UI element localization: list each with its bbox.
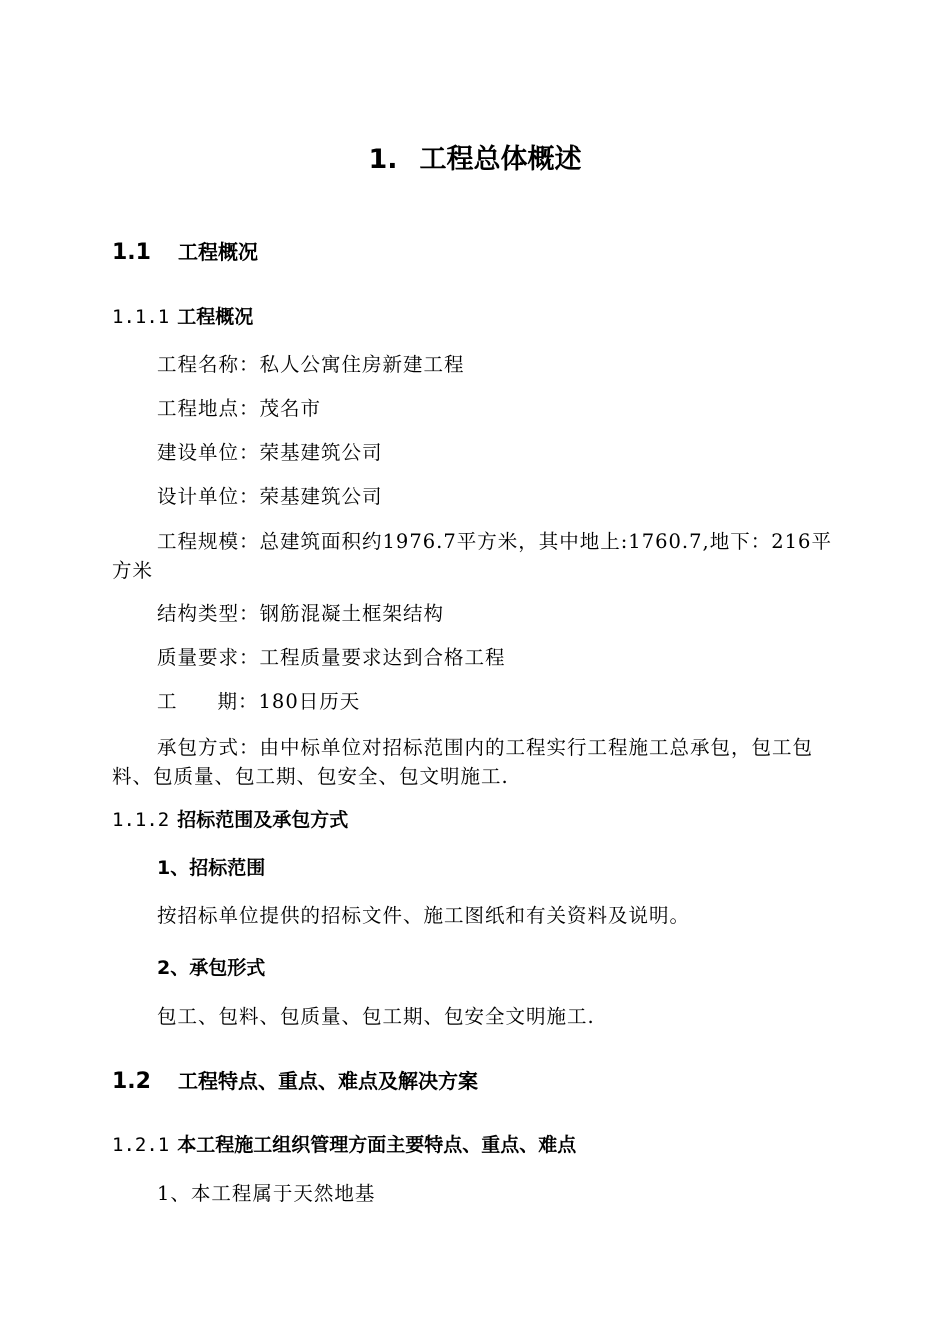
chapter-number: 1. xyxy=(368,144,398,175)
subsection-number: 1.1.1 xyxy=(112,306,170,328)
subsection-text: 本工程施工组织管理方面主要特点、重点、难点 xyxy=(177,1134,577,1156)
structure-type-line: 结构类型：钢筋混凝土框架结构 xyxy=(157,602,445,625)
chapter-title xyxy=(0,146,950,173)
section-text: 工程概况 xyxy=(178,240,258,264)
scope-paragraph: 按招标单位提供的招标文件、施工图纸和有关资料及说明。 xyxy=(157,904,691,927)
contract-method-paragraph: 承包方式：由中标单位对招标范围内的工程实行工程施工总承包，包工包料、包质量、包工期、包安全、包文明施工. xyxy=(112,736,814,788)
designer-line: 设计单位：荣基建筑公司 xyxy=(157,485,383,508)
project-scale-paragraph: 工程规模：总建筑面积约1976.7平方米，其中地上:1760.7,地下：216平方米 xyxy=(112,530,832,582)
subsection-heading-1-2-1 xyxy=(112,1136,576,1155)
section-heading-1-2 xyxy=(112,1071,478,1093)
subsection-heading-1-1-1 xyxy=(112,308,253,327)
subsection-text: 工程概况 xyxy=(177,306,254,328)
builder-line: 建设单位：荣基建筑公司 xyxy=(157,441,383,464)
project-name-line: 工程名称：私人公寓住房新建工程 xyxy=(157,353,465,376)
construction-period-line xyxy=(157,692,360,712)
chapter-text: 工程总体概述 xyxy=(419,144,582,175)
section-heading-1-1 xyxy=(112,242,258,264)
contract-form-heading: 2、承包形式 xyxy=(157,957,266,979)
section-number: 1.1 xyxy=(112,240,151,265)
subsection-text: 招标范围及承包方式 xyxy=(177,809,349,831)
section-number: 1.2 xyxy=(112,1069,151,1094)
section-text: 工程特点、重点、难点及解决方案 xyxy=(178,1069,478,1093)
subsection-number: 1.2.1 xyxy=(112,1134,170,1156)
scope-heading: 1、招标范围 xyxy=(157,857,266,879)
project-location-line: 工程地点：茂名市 xyxy=(157,397,322,420)
subsection-number: 1.1.2 xyxy=(112,809,170,831)
point-1-line: 1、本工程属于天然地基 xyxy=(157,1182,376,1205)
quality-requirement-line: 质量要求：工程质量要求达到合格工程 xyxy=(157,646,506,669)
subsection-heading-1-1-2 xyxy=(112,811,348,830)
period-label-b: 期：180日历天 xyxy=(217,690,361,713)
contract-form-paragraph: 包工、包料、包质量、包工期、包安全文明施工. xyxy=(157,1005,595,1028)
period-label-a: 工 xyxy=(157,690,178,713)
